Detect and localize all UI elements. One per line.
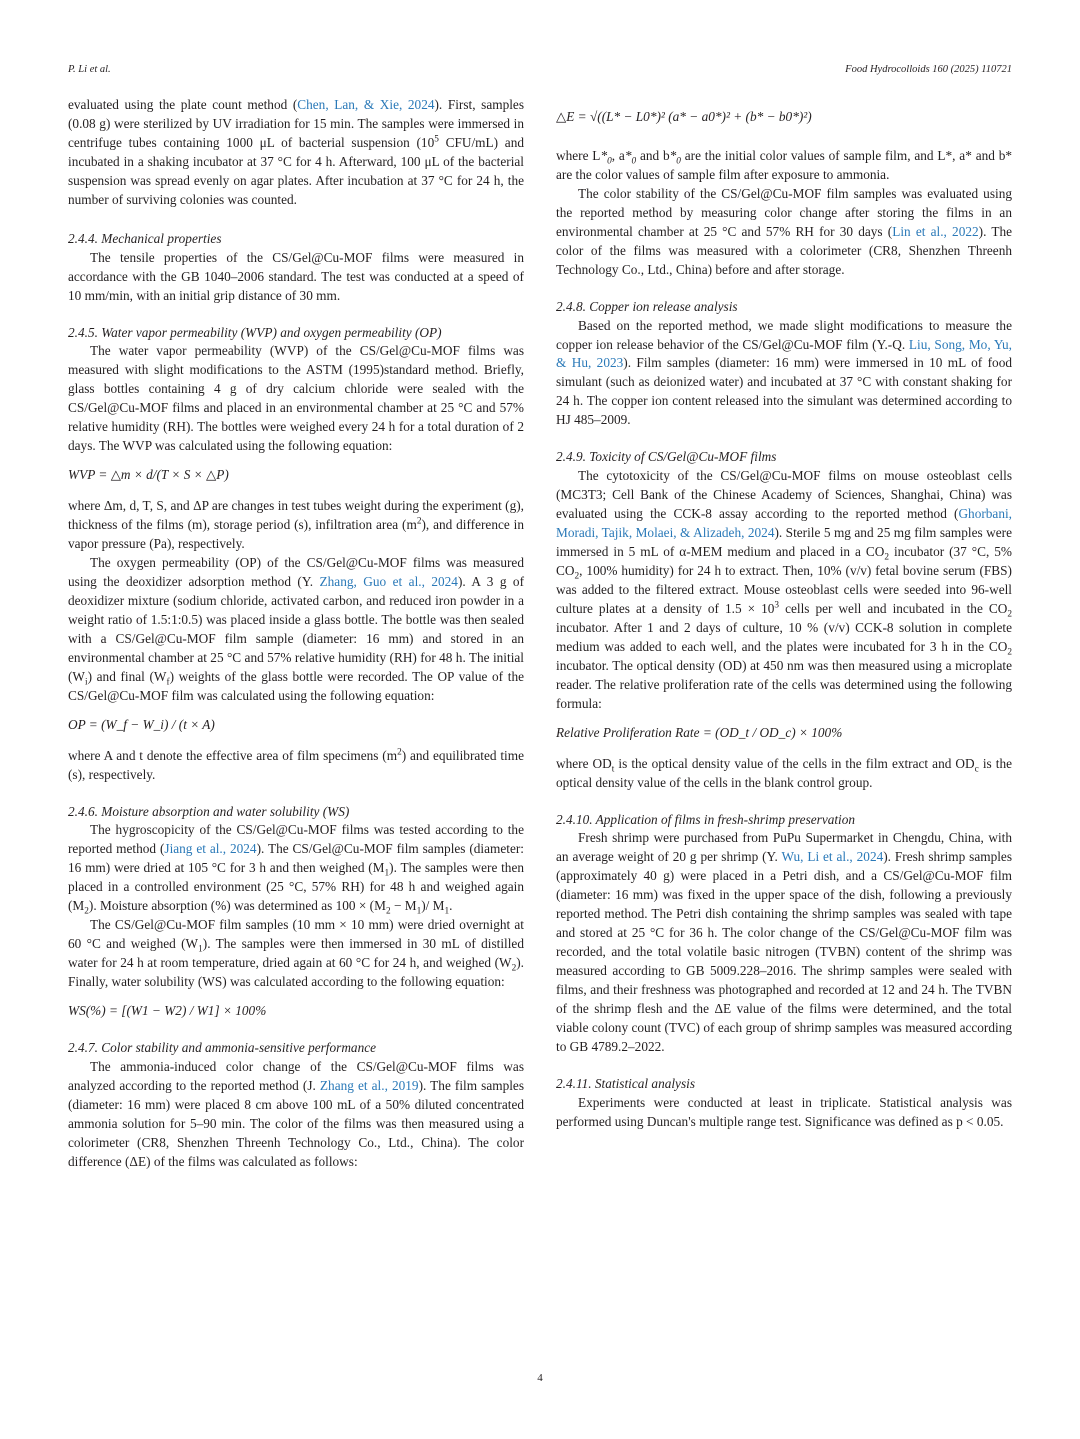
section-heading-2-4-5: 2.4.5. Water vapor permeability (WVP) and oxygen permeability (OP)	[68, 324, 442, 340]
citation-link[interactable]: Lin et al., 2022	[892, 223, 979, 239]
paragraph-op: The oxygen permeability (OP) of the CS/Gel@Cu-MOF films was measured using the deoxidizer adsorption method (Y. Zhang, Guo et al., 2024). A 3 g of deoxidizer mixture (sodium chloride, activated carbon, and reduced iron powder in a weight ratio of 1.5:1:0.5) was placed inside a glass bottle. The bottle was then sealed with a CS/Gel@Cu-MOF film sample (diameter: 16 mm) and stored in an environmental chamber at 25 °C and 57% relative humidity (RH) for 48 h. The initial $(W_i)$ and final $(W_f)$ weights of the glass bottle were recorded. The OP value of the CS/Gel@Cu-MOF film was calculated using the following equation:	[68, 555, 525, 703]
equation-ws: WS(%) = [(W1 − W2) / W1] × 100%	[68, 1003, 267, 1019]
citation-link[interactable]: Liu, Song, Mo, Yu, & Hu, 2023	[556, 336, 1012, 371]
citation-link[interactable]: Wu, Li et al., 2024	[781, 849, 884, 865]
page-number: 4	[537, 1372, 543, 1384]
equation-wvp: WVP = △m × d/(T × S × △P)	[68, 467, 229, 483]
citation-link[interactable]: Jiang et al., 2024	[164, 841, 257, 857]
paragraph-wvp-vars: where Δm, d, T, S, and ΔP are changes in test tubes weight during the experiment (g), thickness of the films (m), storage period (s), infiltration area $(m^2)$, and difference in vapor pressure (Pa), respectively.	[68, 498, 524, 552]
paragraph-wvp: The water vapor permeability (WVP) of the CS/Gel@Cu-MOF films was measured with slight modifications to the ASTM (1995)standard method. Briefly, glass bottles containing 4 g of dry calcium chloride were sealed with the CS/Gel@Cu-MOF films and placed in an environmental chamber at 25 °C and 57% relative humidity (RH). The bottles were weighed every 24 h for a total duration of 2 days. The WVP was calculated using the following equation:	[68, 343, 524, 454]
equation-delta-e: △E = √((L* − L0*)² (a* − a0*)² + (b* − b0*)²)	[556, 109, 812, 124]
paragraph-od-vars: where $OD_t$ is the optical density value of the cells in the film extract and $OD_c$ is the optical density value of the cells in the blank control group.	[556, 755, 1012, 790]
paragraph-copper-release: Based on the reported method, we made slight modifications to measure the copper ion release behavior of the CS/Gel@Cu-MOF film (Y.-Q. Liu, Song, Mo, Yu, & Hu, 2023). Film samples (diameter: 16 mm) were immersed in 10 mL of food simulant (such as deionized water) and incubated at 37 °C with constant shaking for 24 h. The copper ion content released into the simulant was determined according to HJ 485–2009.	[556, 317, 1012, 428]
section-heading-2-4-9: 2.4.9. Toxicity of CS/Gel@Cu-MOF films	[556, 449, 777, 465]
section-heading-2-4-11: 2.4.11. Statistical analysis	[556, 1075, 696, 1091]
running-head-journal: Food Hydrocolloids 160 (2025) 110721	[845, 64, 1012, 75]
section-heading-2-4-10: 2.4.10. Application of films in fresh-shrimp preservation	[556, 811, 856, 827]
citation-link[interactable]: Zhang, Guo et al., 2024	[319, 573, 458, 589]
citation-link[interactable]: Ghorbani, Moradi, Tajik, Molaei, & Alizadeh, 2024	[556, 506, 1012, 541]
citation-link[interactable]: Chen, Lan, & Xie, 2024	[297, 97, 435, 112]
paragraph-op-vars: where A and t denote the effective area of film specimens $(m^2)$ and equilibrated time (s), respectively.	[68, 747, 524, 782]
section-heading-2-4-7: 2.4.7. Color stability and ammonia-sensitive performance	[68, 1039, 377, 1055]
section-heading-2-4-6: 2.4.6. Moisture absorption and water solubility (WS)	[68, 803, 350, 819]
left-column	[68, 96, 524, 1172]
section-heading-2-4-8: 2.4.8. Copper ion release analysis	[556, 298, 738, 314]
paragraph-color-vars: where $L*_0$, $a*_0$ and $b*_0$ are the initial color values of sample film, and L*, a* and b* are the color values of sample film after exposure to ammonia.	[556, 147, 1013, 182]
paragraph-solubility: The CS/Gel@Cu-MOF film samples (10 mm × 10 mm) were dried overnight at 60 °C and weighed $(W_1)$. The samples were then immersed in 30 mL of distilled water for 24 h at room temperature, dried again at 60 °C for 24 h, and weighed $(W_2)$. Finally, water solubility (WS) was calculated according to the following equation:	[68, 917, 524, 990]
paragraph-moisture: The hygroscopicity of the CS/Gel@Cu-MOF films was tested according to the reported method (Jiang et al., 2024). The CS/Gel@Cu-MOF film samples (diameter: 16 mm) were dried at 105 °C for 3 h and then weighed $(M_1)$. The samples were then placed in a controlled environment (25 °C, 57% RH) for 48 h and weighed again $(M_2)$. Moisture absorption (%) was determined as $100 \times (M_2 - M_1)/$ $M_1$.	[68, 822, 525, 917]
equation-op: OP = (W_f − W_i) / (t × A)	[68, 716, 215, 732]
paragraph-statistics: Experiments were conducted at least in triplicate. Statistical analysis was performed using Duncan's multiple range test. Significance was defined as p < 0.05.	[556, 1094, 1012, 1129]
running-head-authors: P. Li et al.	[68, 64, 111, 75]
paragraph-color-ammonia: The ammonia-induced color change of the CS/Gel@Cu-MOF films was analyzed according to the reported method (J. Zhang et al., 2019). The film samples (diameter: 16 mm) were placed 8 cm above 100 mL of a 50% diluted concentrated ammonia solution for 5–90 min. The color of the films was then measured using a colorimeter (CR8, Shenzhen Threenh Technology Co., Ltd., China). The color difference (ΔE) of the films was calculated as follows:	[68, 1058, 524, 1169]
section-heading-2-4-4: 2.4.4. Mechanical properties	[68, 230, 222, 246]
paragraph-shrimp: Fresh shrimp were purchased from PuPu Supermarket in Chengdu, China, with an average weight of 20 g per shrimp (Y. Wu, Li et al., 2024). Fresh shrimp samples (approximately 40 g) were placed in a Petri dish, and a CS/Gel@Cu-MOF film (diameter: 16 mm) was fixed in the upper space of the dish, following a previously reported method. The Petri dish containing the shrimp samples was sealed with tape and stored at 25 °C for 36 h. The color change of the CS/Gel@Cu-MOF film was recorded, and the total volatile basic nitrogen (TVBN) content of the shrimp was measured according to GB 5009.228–2016. The shrimp samples were sealed with films, and their freshness was photographed and recorded at 12 and 24 h. The TVBN of the shrimp flesh and the ΔE value of the films were determined, and the total viable colony count (TVC) of each group of shrimp samples was measured according to GB 4789.2–2022.	[556, 830, 1012, 1054]
paragraph-toxicity: The cytotoxicity of the CS/Gel@Cu-MOF films on mouse osteoblast cells (MC3T3; Cell Bank of the Chinese Academy of Sciences, Shanghai, China) was evaluated using the CCK-8 assay according to the reported method (Ghorbani, Moradi, Tajik, Molaei, & Alizadeh, 2024). Sterile 5 mg and 25 mg film samples were immersed in 5 mL of α-MEM medium and placed in a $CO_2$ incubator (37 °C, 5% $CO_2$, 100% humidity) for 24 h to extract. Then, 10% (v/v) fetal bovine serum (FBS) was added to the filtered extract. Mouse osteoblast cells were seeded into 96-well culture plates at a density of $1.5 \times 10^3$ cells per well and incubated in the $CO_2$ incubator. After 1 and 2 days of culture, 10 % (v/v) CCK-8 solution in complete medium was added to each well, and the plates were incubated for 3 h in the $CO_2$ incubator. The optical density (OD) at 450 nm was then measured using a microplate reader. The relative proliferation rate of the cells was determined using the following formula:	[556, 468, 1012, 711]
citation-link[interactable]: Zhang et al., 2019	[319, 1077, 419, 1093]
equation-proliferation: Relative Proliferation Rate = (OD_t / OD_c) × 100%	[556, 724, 843, 740]
paragraph-mechanical: The tensile properties of the CS/Gel@Cu-MOF films were measured in accordance with the GB 1040–2006 standard. The test was conducted at a speed of 10 mm/min, with an initial grip distance of 30 mm.	[68, 249, 524, 303]
paragraph-color-stability: The color stability of the CS/Gel@Cu-MOF film samples was evaluated using the reported method by measuring color change after storing the films in an environmental chamber at 25 °C and 57% RH for 30 days (Lin et al., 2022). The color of the films was measured with a colorimeter (CR8, Shenzhen Threenh Technology Co., Ltd., China) before and after storage.	[556, 185, 1012, 277]
right-column	[556, 96, 1012, 1132]
paragraph-plate-count: evaluated using the plate count method (Chen, Lan, & Xie, 2024). First, samples (0.08 g) were sterilized by UV irradiation for 15 min. The samples were immersed in centrifuge tubes containing 1000 μL of bacterial suspension ($10^5$ CFU/mL) and incubated in a shaking incubator at 37 °C for 4 h. Afterward, 100 μL of the bacterial suspension was spread evenly on agar plates. After incubation at 37 °C for 24 h, the number of surviving colonies was counted.	[68, 97, 524, 207]
